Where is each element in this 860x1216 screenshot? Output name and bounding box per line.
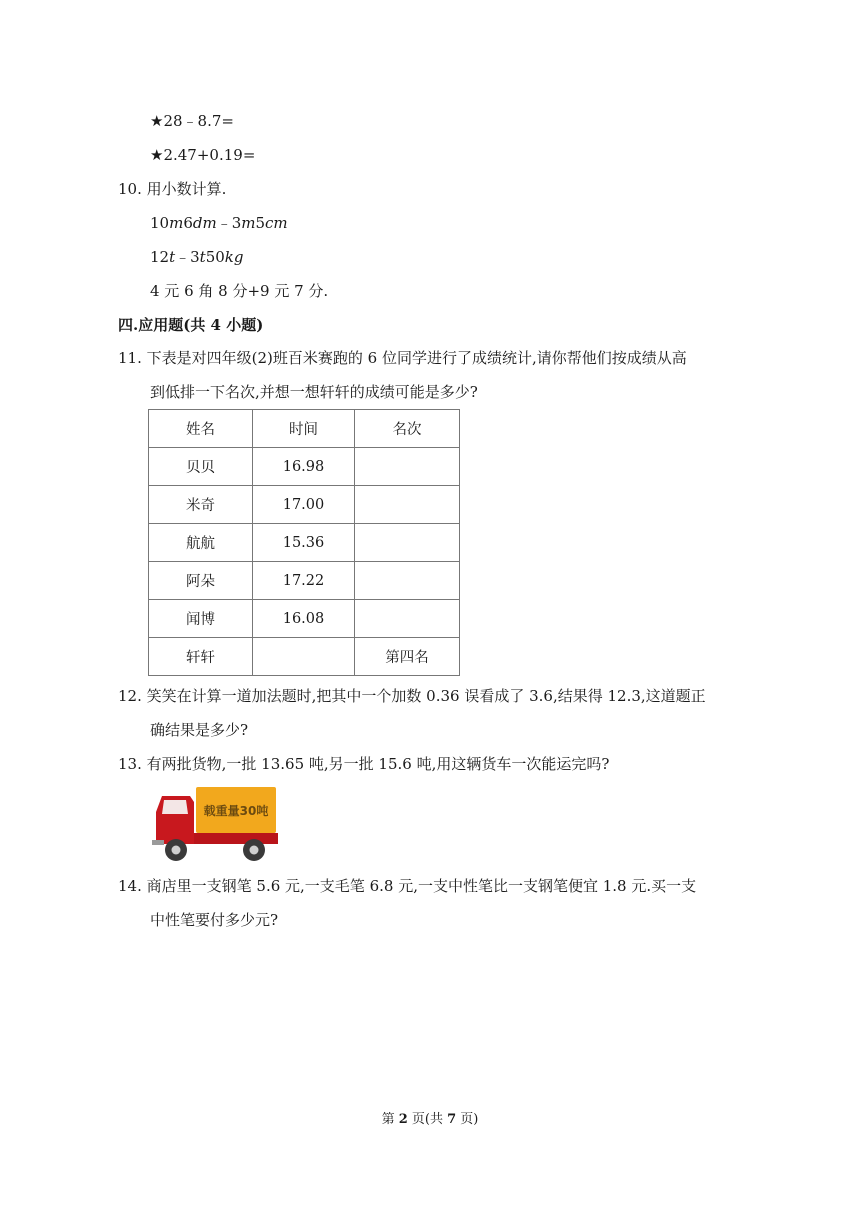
time-cell: 16.98	[253, 448, 355, 486]
time-cell: 15.36	[253, 524, 355, 562]
heading-text: 小题)	[220, 316, 264, 334]
page-footer	[0, 1108, 860, 1127]
truck-window	[162, 800, 188, 814]
name-cell: 轩轩	[149, 638, 253, 676]
footer-text: 页(共	[407, 1112, 448, 1127]
unit: m	[169, 214, 184, 232]
unit: t	[199, 248, 206, 266]
unit: cm	[265, 214, 288, 232]
question-number: 14.	[118, 877, 142, 895]
footer-text: 页)	[456, 1112, 479, 1127]
num: 12	[150, 248, 170, 266]
heading-count: 4	[210, 316, 221, 334]
q10-line-2	[150, 247, 244, 267]
table-row	[149, 524, 460, 562]
rank-cell	[355, 448, 460, 486]
header-cell: 名次	[355, 410, 460, 448]
num: 10	[150, 214, 170, 232]
rank-cell	[355, 562, 460, 600]
question-12	[118, 686, 706, 706]
rank-cell	[355, 486, 460, 524]
question-10	[118, 179, 226, 199]
name-cell: 闻博	[149, 600, 253, 638]
total-pages: 7	[447, 1112, 457, 1127]
header-cell: 姓名	[149, 410, 253, 448]
question-text: 笑笑在计算一道加法题时,把其中一个加数 0.36 误看成了 3.6,结果得 12.3,这道题正	[146, 687, 706, 705]
exercise-item: ★2.47+0.19=	[150, 146, 256, 164]
question-text: 商店里一支钢笔 5.6 元,一支毛笔 6.8 元,一支中性笔比一支钢笔便宜 1.8 元.买一支	[146, 877, 697, 895]
num: ﹣3	[175, 248, 200, 266]
question-number: 11.	[118, 349, 142, 367]
name-cell: 航航	[149, 524, 253, 562]
time-cell: 17.22	[253, 562, 355, 600]
question-number: 12.	[118, 687, 142, 705]
truck-image	[150, 784, 278, 864]
question-number: 13.	[118, 755, 142, 773]
question-13	[118, 754, 609, 774]
table-row	[149, 638, 460, 676]
name-cell: 阿朵	[149, 562, 253, 600]
question-number: 10.	[118, 180, 142, 198]
rank-cell	[355, 524, 460, 562]
question-14	[118, 876, 696, 896]
truck-hubcap	[250, 846, 259, 855]
truck-bumper	[152, 840, 164, 845]
unit: m	[241, 214, 256, 232]
rank-cell	[355, 600, 460, 638]
footer-text: 第	[381, 1112, 399, 1127]
time-cell: 17.00	[253, 486, 355, 524]
scores-table	[148, 409, 460, 676]
truck-hubcap	[172, 846, 181, 855]
question-12-cont: 确结果是多少?	[150, 721, 249, 739]
exercise-item: ★28﹣8.7=	[150, 112, 234, 130]
rank-cell: 第四名	[355, 638, 460, 676]
truck-load-label: 载重量30吨	[203, 804, 269, 818]
table-row	[149, 486, 460, 524]
num: 6	[183, 214, 193, 232]
unit: t	[169, 248, 176, 266]
unit: dm	[192, 214, 217, 232]
page-number: 2	[398, 1112, 408, 1127]
question-text: 有两批货物,一批 13.65 吨,另一批 15.6 吨,用这辆货车一次能运完吗?	[146, 755, 610, 773]
table-row	[149, 562, 460, 600]
header-cell: 时间	[253, 410, 355, 448]
question-11	[118, 348, 687, 368]
table-row	[149, 448, 460, 486]
num: 50	[205, 248, 225, 266]
table-header-row	[149, 410, 460, 448]
heading-text: 四.应用题(共	[118, 316, 211, 334]
unit: kg	[224, 248, 244, 266]
table-row	[149, 600, 460, 638]
name-cell: 贝贝	[149, 448, 253, 486]
truck-chassis	[194, 833, 278, 844]
num: ﹣3	[216, 214, 242, 232]
time-cell: 16.08	[253, 600, 355, 638]
section-heading	[118, 315, 263, 335]
question-text: 下表是对四年级(2)班百米赛跑的 6 位同学进行了成绩统计,请你帮他们按成绩从高	[146, 349, 687, 367]
q10-line-3: 4 元 6 角 8 分+9 元 7 分.	[150, 282, 329, 300]
name-cell: 米奇	[149, 486, 253, 524]
question-11-cont: 到低排一下名次,并想一想轩轩的成绩可能是多少?	[150, 383, 478, 401]
q10-line-1	[150, 213, 288, 233]
question-14-cont: 中性笔要付多少元?	[150, 911, 279, 929]
num: 5	[255, 214, 266, 232]
question-text: 用小数计算.	[146, 180, 227, 198]
time-cell	[253, 638, 355, 676]
